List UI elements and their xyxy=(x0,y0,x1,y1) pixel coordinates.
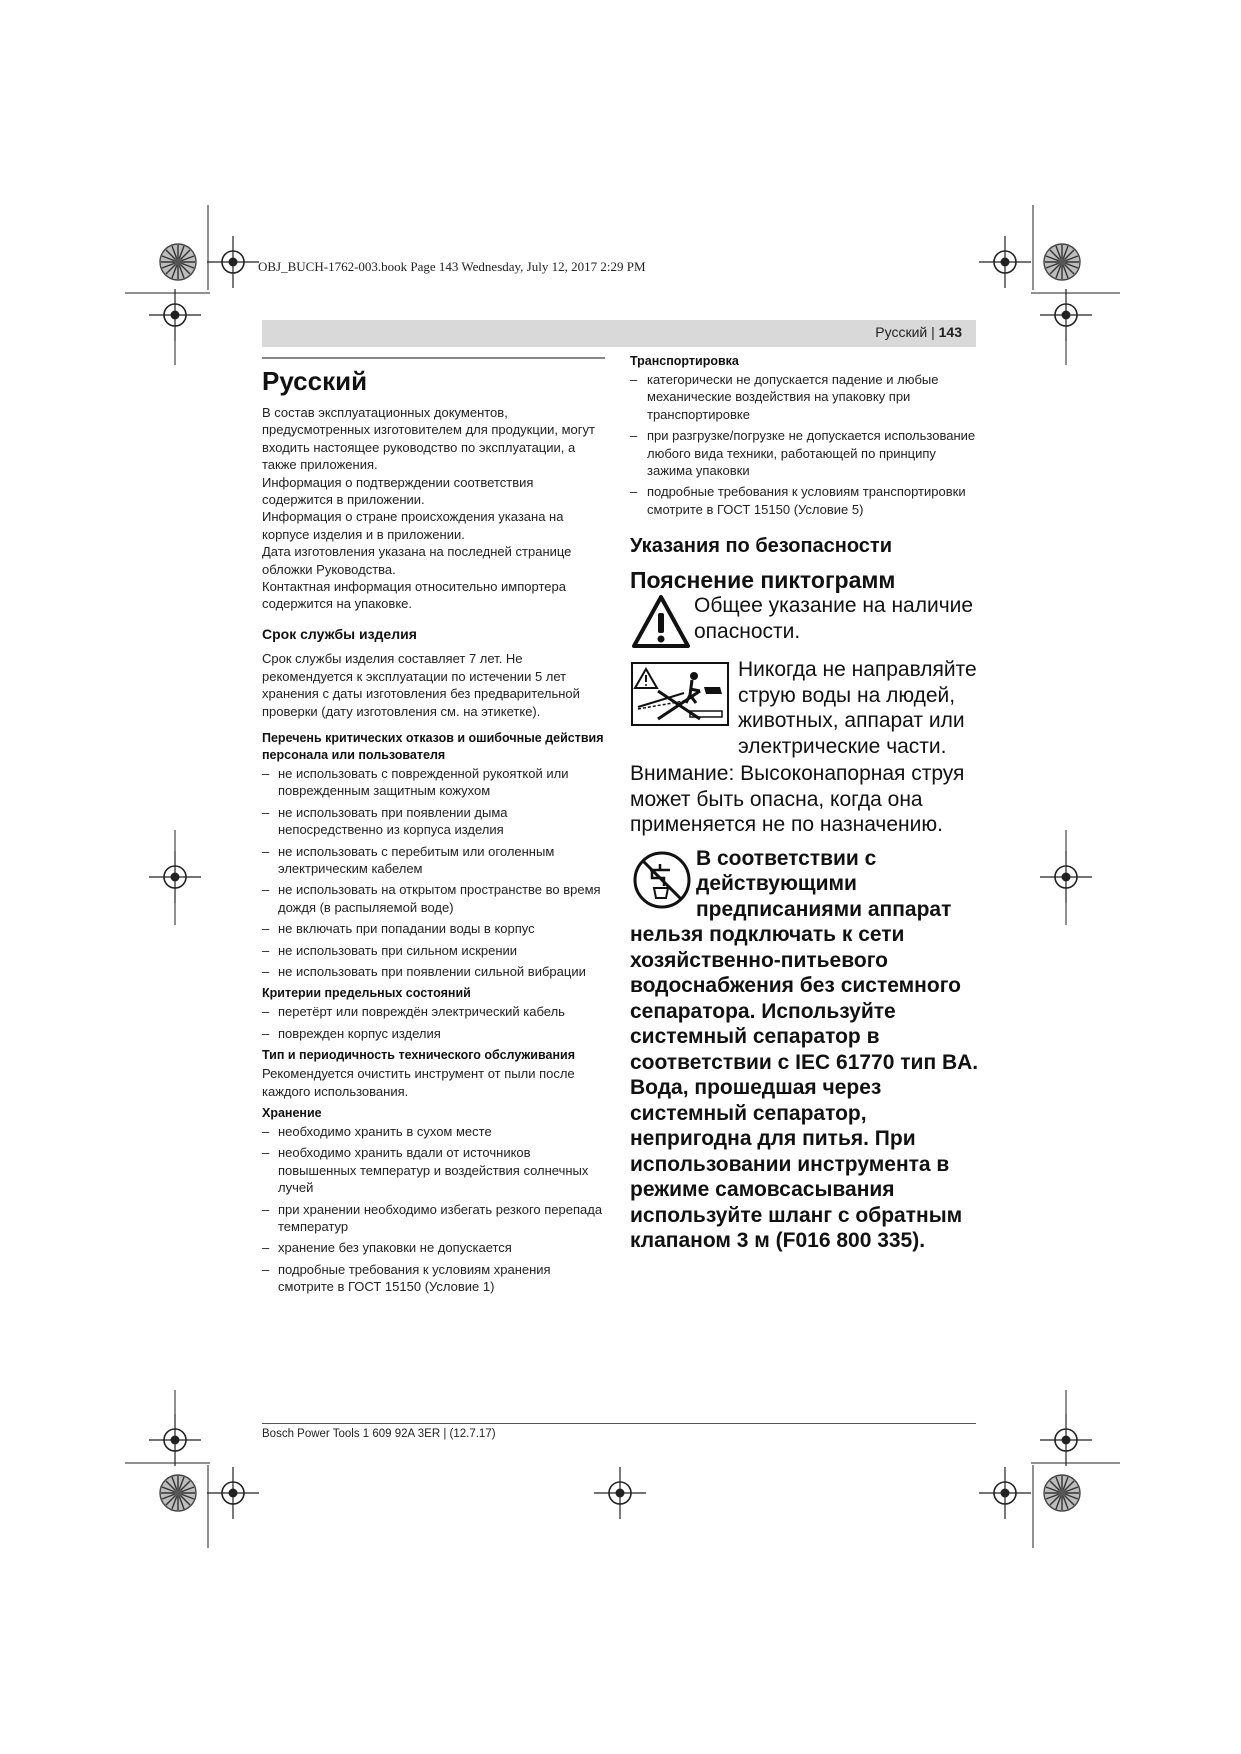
list-item: – хранение без упаковки не допускается xyxy=(262,1239,607,1256)
list-item: – не использовать с перебитым или оголенным электрическим кабелем xyxy=(262,843,607,878)
pictogram-general-text: Общее указание на наличие опасности. xyxy=(694,594,974,643)
failures-list xyxy=(262,765,607,980)
intro-paragraph: В состав эксплуатационных документов, предусмотренных изготовителем для продукции, могут входить настоящее руководство по эксплуатации, а также приложения. xyxy=(262,405,595,473)
limits-list xyxy=(262,1003,607,1042)
warning-triangle-icon xyxy=(630,593,692,651)
failures-heading: Перечень критических отказов и ошибочные действия персонала или пользователя xyxy=(262,730,604,762)
page-title: Русский xyxy=(262,366,368,396)
list-item: – не использовать при появлении дыма непосредственно из корпуса изделия xyxy=(262,804,607,839)
drinking-water-text-first: В соответствии с действующими предписаниями аппарат xyxy=(696,846,952,921)
intro-paragraph: Информация о подтверждении соответствия содержится в приложении. xyxy=(262,474,534,508)
pictogram-drinking-row xyxy=(630,846,980,923)
list-item: – перетёрт или повреждён электрический кабель xyxy=(262,1003,607,1020)
drinking-water-text-rest: нельзя подключать к сети хозяйственно-питьевого водоснабжения без системного сепаратора. Используйте системный сепаратор в соответствии с IEC 61770 тип BA. Вода, прошедшая через системный сепаратор, непригодна для питья. При использовании инструмента в режиме самовсасывания используйте шланг с обратным клапаном 3 м (F016 800 335). xyxy=(630,923,979,1253)
header-separator: | xyxy=(931,324,935,340)
transport-list xyxy=(630,371,980,518)
maintenance-heading: Тип и периодичность технического обслуживания xyxy=(262,1048,575,1063)
list-item: – при хранении необходимо избегать резкого перепада температур xyxy=(262,1201,607,1236)
list-item: – подробные требования к условиям транспортировки смотрите в ГОСТ 15150 (Условие 5) xyxy=(630,483,980,518)
pictogram-heading: Пояснение пиктограмм xyxy=(630,566,896,593)
intro-paragraph: Информация о стране происхождения указана на корпусе изделия и в приложении. xyxy=(262,509,564,542)
list-item: – при разгрузке/погрузке не допускается использование любого вида техники, работающей по принципу зажима упаковки xyxy=(630,427,980,479)
footer: Bosch Power Tools 1 609 92A 3ER | (12.7.17) xyxy=(262,1428,496,1440)
safety-heading: Указания по безопасности xyxy=(630,535,893,558)
storage-list xyxy=(262,1123,607,1296)
footer-rule xyxy=(262,1423,976,1424)
list-item: – подробные требования к условиям хранения смотрите в ГОСТ 15150 (Условие 1) xyxy=(262,1261,607,1296)
page-number: 143 xyxy=(938,324,962,340)
list-item: – не включать при попадании воды в корпус xyxy=(262,920,607,937)
list-item: – не использовать при появлении сильной вибрации xyxy=(262,963,607,980)
service-life-text: Срок службы изделия составляет 7 лет. Не рекомендуется к эксплуатации по истечении 5 лет хранения с даты изготовления без предварительной проверки (дату изготовления см. на этикетке). xyxy=(262,651,580,719)
no-water-jet-icon xyxy=(630,661,730,727)
no-drinking-water-icon xyxy=(630,848,694,912)
list-item: – не использовать на открытом пространстве во время дождя (в распыляемой воде) xyxy=(262,881,607,916)
header-section: Русский xyxy=(875,324,928,340)
pictogram-general-row xyxy=(630,593,980,651)
intro-paragraph: Контактная информация относительно импортера содержится на упаковке. xyxy=(262,579,566,612)
pictogram-water-row xyxy=(630,657,980,759)
page-header xyxy=(262,320,976,347)
pictogram-water-text: Никогда не направляйте струю воды на людей, животных, аппарат или электрические части. xyxy=(738,658,977,758)
service-life-heading: Срок службы изделия xyxy=(262,625,417,642)
list-item: – не использовать с поврежденной рукояткой или поврежденным защитным кожухом xyxy=(262,765,607,800)
attention-text: Внимание: Высоконапорная струя может быть опасна, когда она применяется не по назначению. xyxy=(630,762,965,837)
left-column xyxy=(262,360,607,1300)
book-slug: OBJ_BUCH-1762-003.book Page 143 Wednesday, July 12, 2017 2:29 PM xyxy=(258,259,646,274)
right-column xyxy=(630,353,980,1254)
limits-heading: Критерии предельных состояний xyxy=(262,986,471,1001)
list-item: – необходимо хранить в сухом месте xyxy=(262,1123,607,1140)
list-item: – поврежден корпус изделия xyxy=(262,1025,607,1042)
transport-heading: Транспортировка xyxy=(630,354,739,368)
storage-heading: Хранение xyxy=(262,1106,322,1120)
list-item: – необходимо хранить вдали от источников повышенных температур и воздействия солнечных лучей xyxy=(262,1144,607,1196)
intro-paragraph: Дата изготовления указана на последней странице обложки Руководства. xyxy=(262,544,572,577)
list-item: – не использовать при сильном искрении xyxy=(262,942,607,959)
maintenance-text: Рекомендуется очистить инструмент от пыли после каждого использования. xyxy=(262,1066,575,1099)
list-item: – категорически не допускается падение и любые механические воздействия на упаковку при транспортировке xyxy=(630,371,980,423)
column-rule xyxy=(262,357,605,359)
